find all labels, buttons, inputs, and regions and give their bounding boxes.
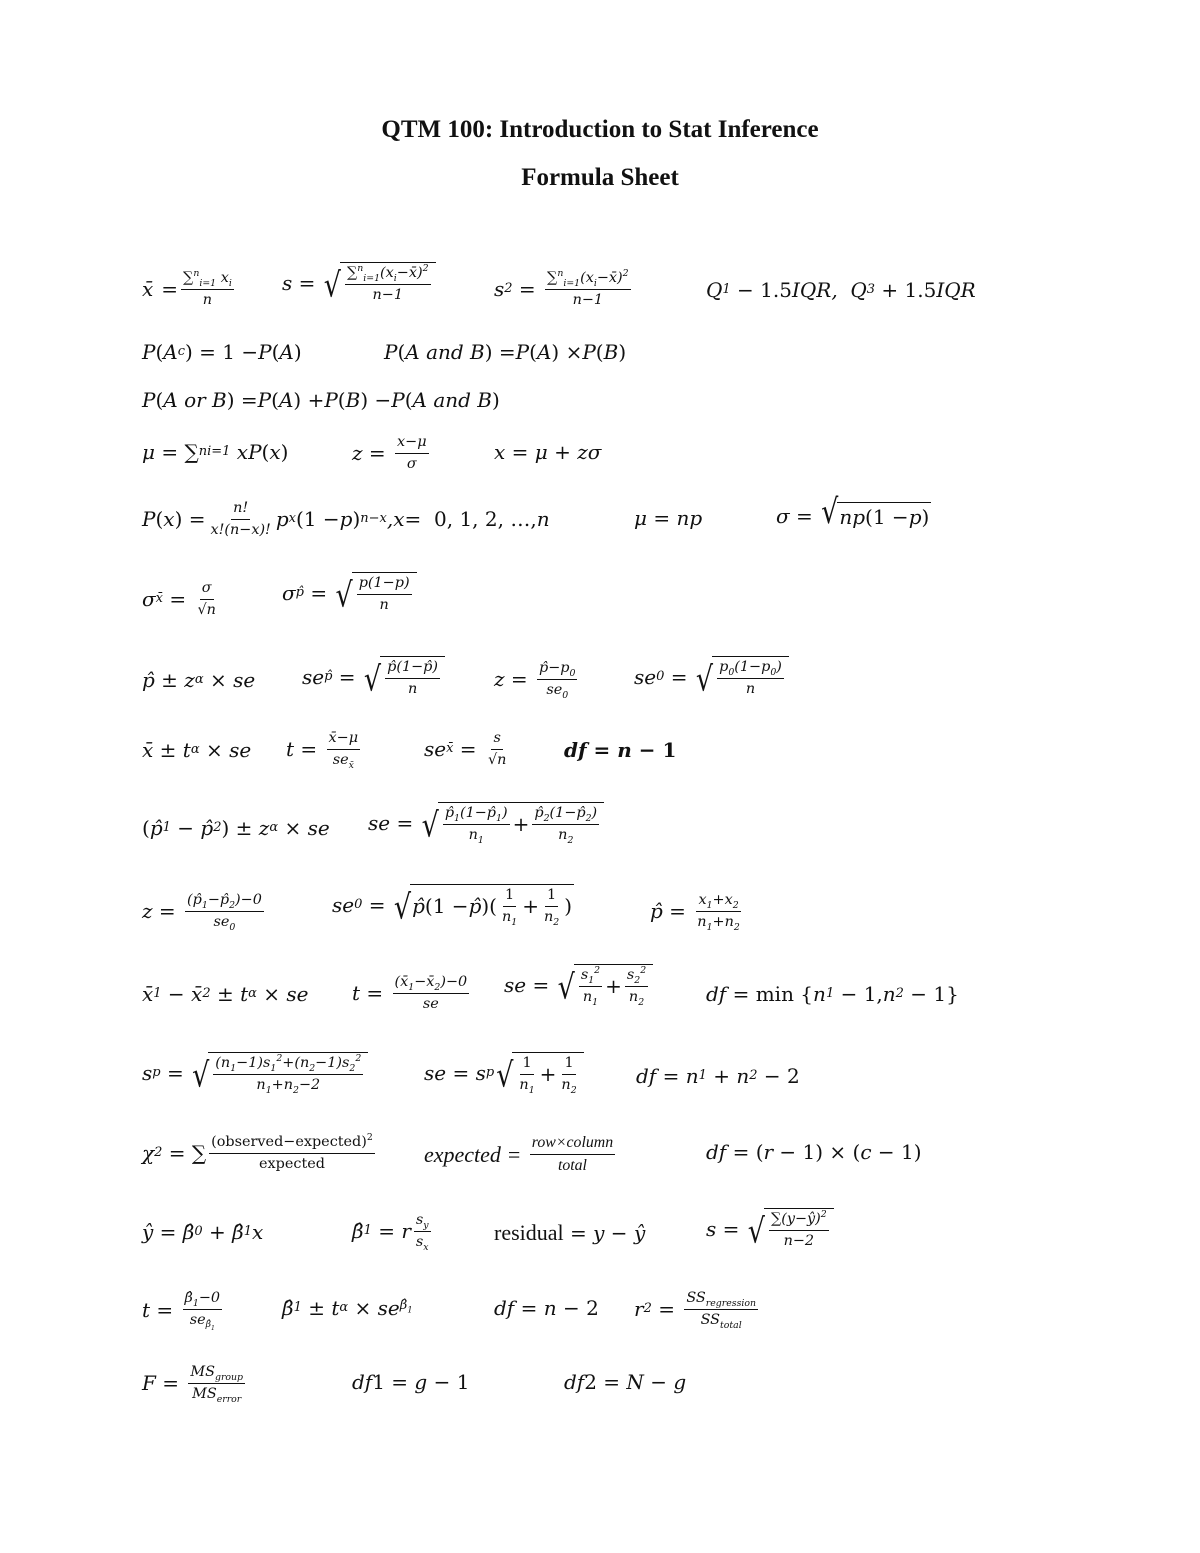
formula-z-score: z = $\frac{x-\mu}{\sigma}$	[352, 434, 427, 472]
formula-pooled-p-hat: p̂ = $\frac{x_1+x_2}{n_1+n_2}$	[650, 892, 740, 933]
formula-se-proportion: σ p̂ = √ p(1−p) n	[282, 572, 417, 613]
formula-ci-slope: β̂ 1 ± t α × se $\betâ_1$	[282, 1296, 413, 1320]
formula-z-two-proportions: z = $\frac{(p̂_1-p̂_2)-0}{se_0}$	[142, 892, 262, 933]
formula-binomial: P ( x ) = $\frac{n!}{x!(n-x)!}$ p x (1 − p ) n−x ,x = 0, 1, 2, …, n	[142, 500, 550, 538]
formula-expected-value: μ = ∑ n i=1 xP ( x )	[142, 440, 289, 464]
formula-df1: df 1 = g − 1	[352, 1370, 470, 1394]
observed-expected-label: (observed−expected)	[211, 1134, 367, 1150]
residual-label: residual	[494, 1220, 564, 1245]
expected-label: expected	[424, 1141, 501, 1167]
formula-df-regression: df = n − 2	[494, 1296, 599, 1320]
formula-ci-mean: x̄ ± t α × se	[142, 738, 252, 762]
formula-t-stat: t = x̄−μ $se_{x̄}$	[286, 730, 359, 771]
formula-sample-variance: s 2 = $\frac{\sum^n_{i=1}(x_i-x̄)^2}{n-1}$	[494, 268, 629, 308]
formula-binomial-sd: σ = √ np (1 − p )	[776, 492, 930, 532]
formula-and-independent: P ( A and B ) = P ( A ) × P ( B )	[384, 340, 627, 364]
page-subtitle: Formula Sheet	[521, 164, 679, 191]
formula-sample-sd: s = √ $\sum^n_{i=1}(x_i-x̄)^2$ n−1	[282, 262, 436, 303]
formula-t-slope: t = $\betâ_1-0$ $se_{\betâ_1}$	[142, 1290, 221, 1333]
formula-x-from-z: x = μ + zσ	[494, 440, 602, 464]
formula-df-welch: df = min { n 1 − 1, n 2 − 1}	[706, 982, 959, 1006]
formula-slope: β̂ 1 = r $\frac{s_y}{s_x}$	[352, 1212, 429, 1253]
formula-df-one-sample: df = n − 1	[564, 738, 677, 762]
formula-se-x-bar: se x̄ = $\frac{s}{√n}$	[424, 730, 507, 768]
formula-or-rule: P ( A or B ) = P ( A ) + P ( B ) − P ( A and B )	[142, 388, 500, 412]
formula-se-mean: σ x̄ = $\frac{\sigma}{√n}$	[142, 580, 216, 618]
formula-regression-line: ŷ = β̂ 0 + β̂ 1 x	[142, 1220, 264, 1244]
formula-se-two-proportions: se = √ $p̂_1(1-p̂_1)$ $n_1$ + $\frac{p̂_2(1-p̂_2)}{n_2}$	[368, 802, 604, 843]
formula-df2: df 2 = N − g	[564, 1370, 687, 1394]
formula-se-pooled: se = s p √ 1 $n_1$ + $\frac{1}{n_2}$	[424, 1052, 584, 1093]
total-label: total	[557, 1157, 587, 1175]
formula-f-stat: F = $MS_{group}$ $MS_{error}$	[142, 1364, 244, 1405]
formula-se-pooled-proportion: se 0 = √ p̂ (1 − p̂ )( 1 $n_1$ + $\frac{1}{n_2}$ )	[332, 884, 574, 925]
formula-se-null: se 0 = √ $p_0(1-p_0)$ n	[634, 656, 789, 697]
formula-chi-square: χ 2 = ∑ (observed−expected)$^2$ expected	[142, 1132, 373, 1172]
formula-residual: residual = y − ŷ	[494, 1220, 646, 1245]
formula-complement: P ( A c ) = 1 − P ( A )	[142, 340, 302, 364]
formula-df-pooled: df = n 1 + n 2 − 2	[636, 1064, 800, 1088]
row-column-label: row×column	[530, 1134, 615, 1155]
formula-df-chi-square: df = ( r − 1) × ( c − 1)	[706, 1140, 922, 1164]
min-label: min	[755, 982, 794, 1006]
formula-r-squared: r 2 = $SS_{regression}$ $SS_{total}$	[634, 1290, 756, 1331]
formula-pooled-sd: s p = √ $(n_1-1)s_1^2+(n_2-1)s_2^2$ $n_1+n_2-2$	[142, 1052, 368, 1093]
formula-residual-sd: s = √ ∑(y−ŷ)$^2$ n−2	[706, 1208, 834, 1249]
formula-ci-two-proportions: ( p̂ 1 − p̂ 2 ) ± z α × se	[142, 816, 330, 840]
formula-se-p-hat: se p̂ = √ p̂(1−p̂) n	[302, 656, 445, 697]
expected-denominator: expected	[259, 1155, 325, 1172]
formula-se-two-means: se = √ $s_1^2$ $n_1$ + $\frac{s_2^2}{n_2}$	[504, 964, 653, 1005]
formula-t-two-means: t = $\frac{(x̄_1-x̄_2)-0}{se}$	[352, 974, 468, 1012]
formula-binomial-mean: μ = np	[634, 506, 703, 530]
formula-expected-count: expected = row×column total	[424, 1134, 614, 1175]
formula-outlier-fences: Q 1 − 1.5 IQR, Q 3 + 1.5 IQR	[706, 278, 976, 302]
formula-sample-mean: x̄ = $\frac{\sum^n_{i=1} x_i}{n}$	[142, 268, 232, 308]
formula-ci-proportion: p̂ ± z α × se	[142, 668, 256, 692]
formula-ci-two-means: x̄ 1 − x̄ 2 ± t α × se	[142, 982, 309, 1006]
formula-z-proportion: z = $\frac{p̂-p_0}{se_0}$	[494, 660, 576, 701]
page-title: QTM 100: Introduction to Stat Inference	[381, 116, 819, 143]
